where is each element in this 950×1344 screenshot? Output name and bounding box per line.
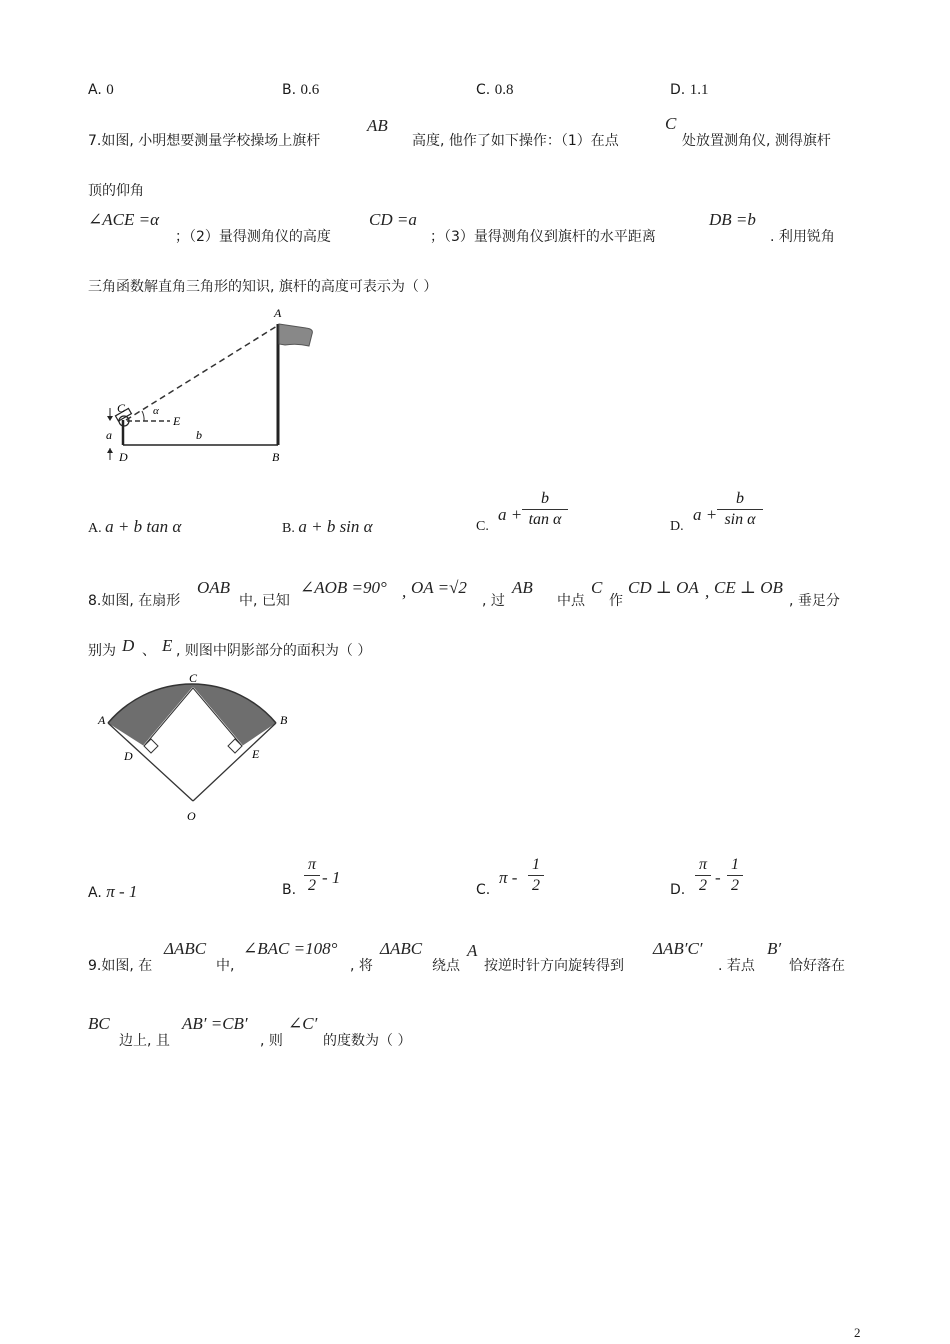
q7-math-db: DB =b	[709, 210, 756, 229]
q9-text-9: , 则	[260, 1033, 283, 1049]
q8-option-a	[88, 882, 137, 902]
q8-comma: ,	[402, 582, 407, 601]
q8-math-oab: OAB	[197, 578, 231, 597]
q9-text-8: 边上, 且	[119, 1033, 170, 1049]
option-prefix: a +	[498, 505, 523, 524]
denominator: tan α	[528, 511, 562, 528]
q8-text-1: 8.如图, 在扇形	[88, 593, 181, 609]
numerator: b	[736, 490, 744, 507]
q8-math-oa: OA =√2	[411, 578, 467, 597]
fraction	[695, 856, 711, 895]
arrow-down-icon	[107, 416, 113, 421]
q7-text-6: ；（3）量得测角仪到旗杆的水平距离	[430, 229, 656, 245]
option-suffix: - 1	[322, 868, 341, 887]
option-label: C.	[476, 82, 495, 98]
shaded-region-top	[108, 684, 276, 746]
label-d: D	[124, 749, 133, 763]
q7-text-5: ；（2）量得测角仪的高度	[175, 229, 331, 245]
denominator: 2	[731, 877, 739, 894]
sight-line	[126, 326, 277, 420]
q9-text-2: 中,	[216, 958, 235, 974]
numerator: π	[307, 856, 316, 873]
option-label: D.	[670, 82, 690, 98]
q8-comma-2: ,	[705, 582, 710, 601]
q7-text-7: . 利用锐角	[770, 229, 835, 245]
q9-math-bac: ∠BAC =108°	[243, 939, 338, 958]
fraction	[522, 490, 568, 529]
q8-text-9: , 则图中阴影部分的面积为（ ）	[176, 643, 372, 659]
q9-math-b-prime: B′	[767, 939, 782, 958]
q7-option-a	[88, 517, 181, 537]
option-value: 0.6	[300, 82, 320, 98]
numerator: 1	[532, 856, 540, 873]
page-number: 2	[854, 1325, 861, 1340]
q7-math-cd: CD =a	[369, 210, 417, 229]
q9-text-3: , 将	[350, 958, 373, 974]
fraction	[304, 856, 320, 895]
q6-option-a	[88, 82, 114, 99]
q8-text-8: 、	[142, 643, 156, 659]
q8-math-c: C	[591, 578, 603, 597]
label-d: D	[119, 450, 128, 464]
option-expression: a + b tan α	[105, 517, 182, 536]
label-c: C	[117, 401, 126, 415]
q6-option-c	[476, 82, 513, 99]
q8-math-d: D	[122, 636, 135, 655]
label-e: E	[252, 747, 260, 761]
q8-math-aob: ∠AOB =90°	[300, 578, 387, 597]
q7-text-4: 顶的仰角	[88, 183, 144, 199]
q8-sector-figure	[92, 668, 302, 828]
q9-text-1: 9.如图, 在	[88, 958, 153, 974]
q7-math-ace: ∠ACE =α	[88, 210, 159, 229]
q8-math-cd: CD ⊥ OA	[628, 578, 699, 597]
option-label: B.	[282, 882, 297, 898]
q8-math-ce: CE ⊥ OB	[714, 578, 783, 597]
arrow-up-icon	[107, 448, 113, 453]
numerator: 1	[731, 856, 739, 873]
q8-math-arc-ab: AB	[512, 578, 533, 597]
denominator: 2	[699, 877, 707, 894]
option-label: A.	[88, 885, 107, 901]
q7-text-3: 处放置测角仪, 测得旗杆	[682, 133, 831, 149]
label-height-a: a	[106, 428, 112, 442]
q7-option-b	[282, 517, 373, 537]
q9-text-5: 按逆时针方向旋转得到	[484, 958, 624, 974]
option-expression: a + b sin α	[298, 517, 373, 536]
q7-text-8: 三角函数解直角三角形的知识, 旗杆的高度可表示为（ ）	[88, 279, 438, 295]
q8-text-5: 作	[609, 593, 623, 609]
label-alpha: α	[153, 405, 159, 417]
option-label: B.	[282, 82, 301, 98]
q8-text-7: 别为	[88, 643, 116, 659]
label-a: A	[98, 713, 106, 727]
option-label: B.	[282, 521, 299, 536]
q7-math-ab: AB	[367, 116, 388, 135]
q8-text-3: , 过	[482, 593, 505, 609]
option-prefix: π -	[499, 868, 518, 887]
numerator: π	[698, 856, 707, 873]
option-label: C.	[476, 882, 491, 898]
q9-math-a: A	[467, 941, 478, 960]
option-expression: π - 1	[106, 882, 138, 901]
q9-math-abc-prime: ΔAB′C′	[653, 939, 703, 958]
option-value: 1.1	[689, 82, 709, 98]
q8-text-6: , 垂足分	[789, 593, 840, 609]
q7-math-c: C	[665, 114, 677, 133]
q8-text-2: 中, 已知	[239, 593, 290, 609]
option-value: 0	[106, 82, 114, 98]
label-b: B	[272, 450, 280, 464]
angle-arc	[142, 411, 144, 421]
option-label: A.	[88, 82, 107, 98]
option-prefix: a +	[693, 505, 718, 524]
q7-text-2: 高度, 他作了如下操作：（1）在点	[412, 133, 619, 149]
label-distance-b: b	[196, 428, 202, 442]
label-b: B	[280, 713, 288, 727]
q9-math-bc: BC	[88, 1014, 110, 1033]
option-label: D.	[670, 519, 684, 534]
q9-text-10: 的度数为（ ）	[323, 1033, 412, 1049]
option-label: D.	[670, 882, 686, 898]
q6-option-d	[670, 82, 708, 99]
label-a: A	[274, 306, 282, 320]
denominator: 2	[532, 877, 540, 894]
option-value: 0.8	[494, 82, 514, 98]
label-c: C	[189, 671, 198, 685]
numerator: b	[541, 490, 549, 507]
q9-text-7: 恰好落在	[789, 958, 845, 974]
flag-icon	[279, 324, 312, 346]
q9-text-4: 绕点	[432, 958, 460, 974]
q7-flagpole-figure	[100, 300, 330, 472]
label-e: E	[173, 414, 181, 428]
q9-text-6: . 若点	[718, 958, 755, 974]
fraction	[717, 490, 763, 529]
denominator: 2	[308, 877, 316, 894]
fraction	[528, 856, 544, 895]
q7-text-1: 7.如图, 小明想要测量学校操场上旗杆	[88, 133, 321, 149]
q9-math-abc: ΔABC	[164, 939, 207, 958]
q8-math-e: E	[162, 636, 173, 655]
fraction	[727, 856, 743, 895]
option-label: C.	[476, 519, 489, 534]
label-o: O	[187, 809, 196, 823]
minus-sign: -	[715, 868, 721, 887]
denominator: sin α	[724, 511, 756, 528]
q8-text-4: 中点	[557, 593, 585, 609]
q9-math-ab-eq-cb: AB′ =CB′	[182, 1014, 248, 1033]
q9-math-abc-2: ΔABC	[380, 939, 423, 958]
q6-option-b	[282, 82, 319, 99]
q9-math-c-prime: ∠C′	[288, 1014, 318, 1033]
option-label: A.	[88, 521, 106, 536]
